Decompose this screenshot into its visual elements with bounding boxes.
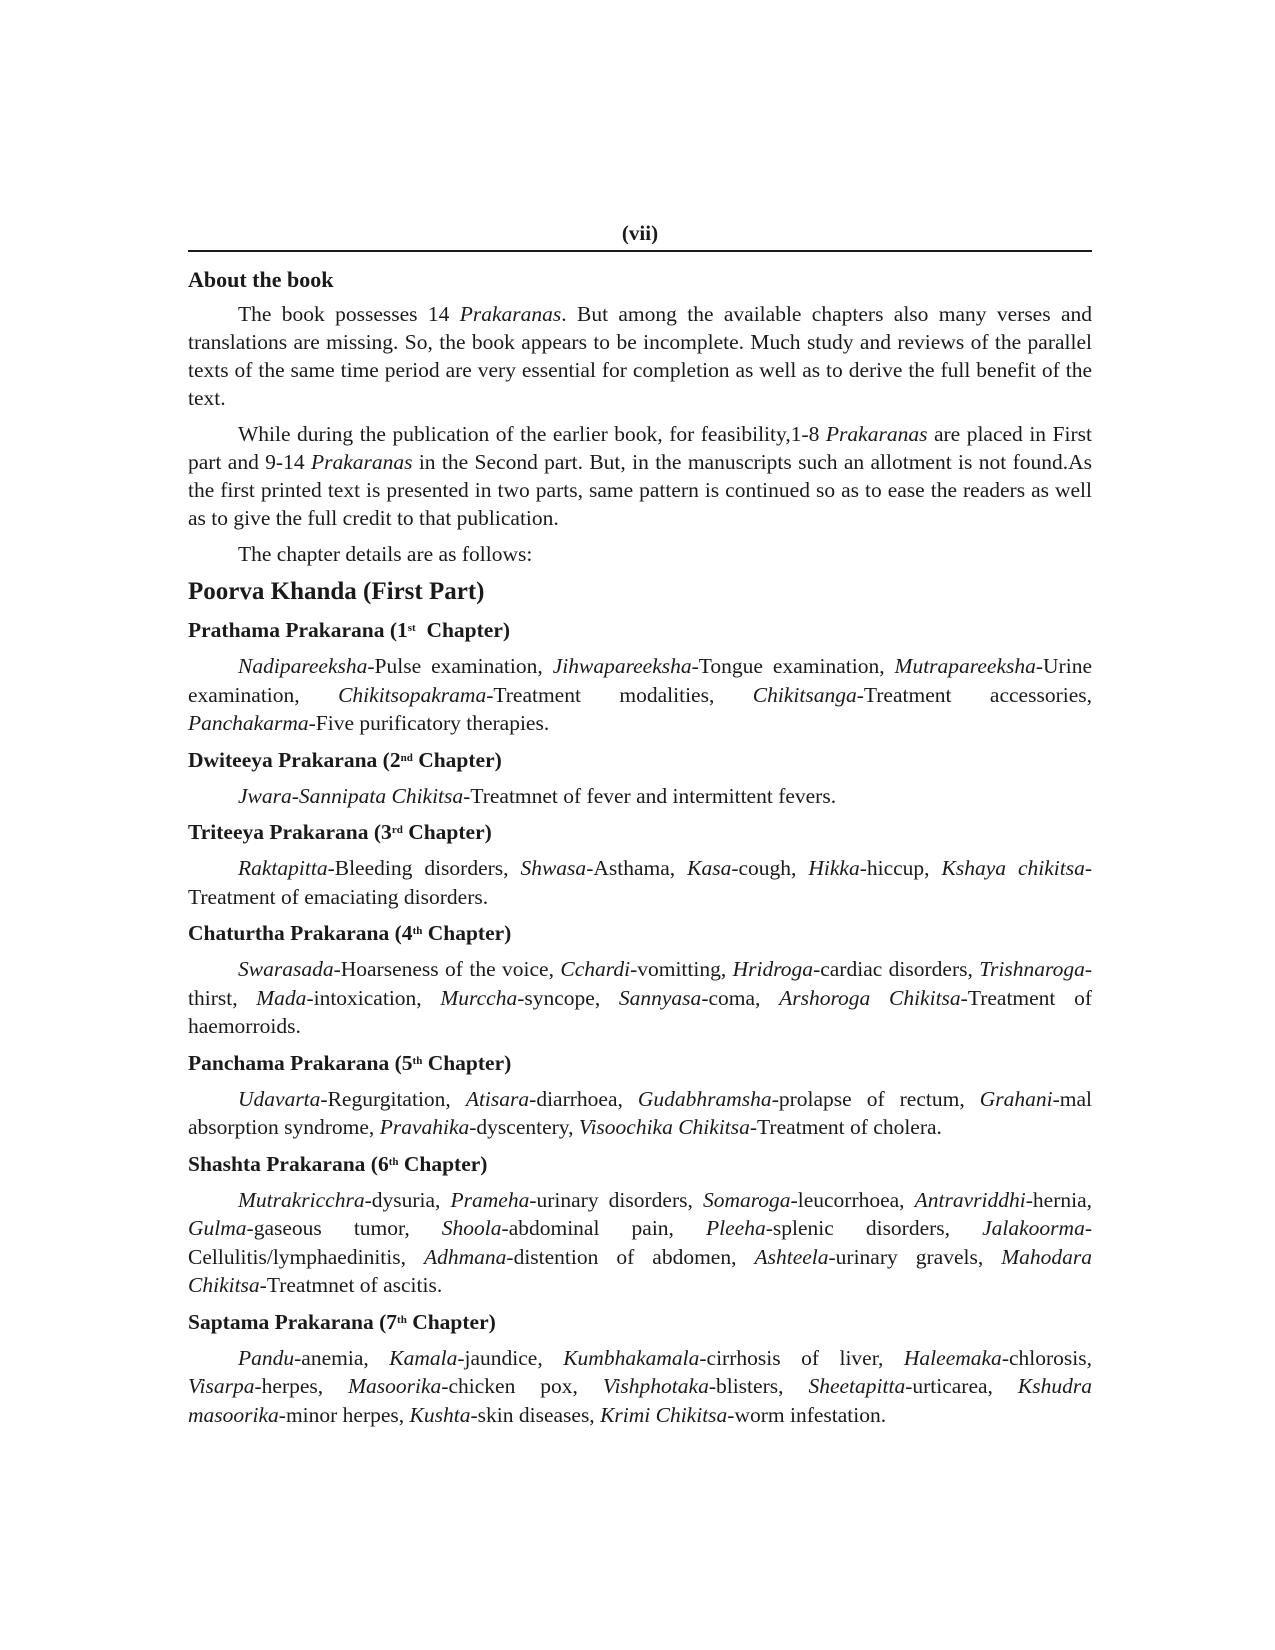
italic-term: Kumbhakamala xyxy=(563,1345,700,1370)
italic-term: Chikitsopakrama xyxy=(338,682,487,707)
text-run: -urticarea, xyxy=(905,1374,1018,1398)
italic-term: Masoorika xyxy=(348,1374,442,1398)
chapter-ordinal: rd xyxy=(391,824,403,836)
chapter-suffix: Chapter) xyxy=(402,820,492,844)
text-run: -urinary gravels, xyxy=(828,1244,1002,1269)
text-run: The chapter details are as follows: xyxy=(238,542,533,566)
italic-term: Atisara xyxy=(465,1086,530,1111)
italic-term: Antravriddhi xyxy=(914,1187,1026,1212)
italic-term: Swarasada xyxy=(238,957,334,981)
italic-term: Kamala xyxy=(389,1345,458,1370)
text-run: . But among the available chapters also many verses and translations are missing. So, the book appears to be incomplete. Much study and reviews of the parallel texts of the same time period are very essential for completion as well as to derive the full benefit of the text. xyxy=(188,302,1092,410)
chapter-title: Shashta Prakarana (6 xyxy=(188,1151,389,1176)
italic-term: Pandu xyxy=(238,1345,295,1370)
text-run: -anemia, xyxy=(294,1345,390,1370)
italic-term: Kushta xyxy=(409,1402,471,1427)
text-run: -jaundice, xyxy=(457,1345,564,1370)
about-paragraph xyxy=(188,540,1092,568)
text-run: -leucorrhoea, xyxy=(790,1187,915,1212)
book-page xyxy=(188,220,1092,1437)
text-run: -blisters, xyxy=(708,1374,809,1398)
text-run: -minor herpes, xyxy=(278,1402,410,1427)
italic-term: Krimi Chikitsa xyxy=(600,1402,728,1427)
chapter-title: Chaturtha Prakarana (4 xyxy=(188,921,413,945)
text-run: -distention of abdomen, xyxy=(506,1244,755,1269)
chapter-heading xyxy=(188,616,1092,644)
text-run: -Hoarseness of the voice, xyxy=(333,957,561,981)
text-run: -dysuria, xyxy=(364,1187,451,1212)
text-run: -herpes, xyxy=(254,1374,349,1398)
text-run: -Urine examination, xyxy=(188,654,1092,707)
text-run: -abdominal pain, xyxy=(501,1216,706,1240)
chapter-heading xyxy=(188,1308,1092,1336)
chapter-heading xyxy=(188,919,1092,947)
chapter-content xyxy=(188,1085,1092,1142)
text-run: -Tongue examination, xyxy=(691,654,895,678)
text-run: -cough, xyxy=(731,856,809,880)
chapter-suffix: Chapter) xyxy=(406,1309,496,1334)
italic-term: Sannyasa xyxy=(618,985,702,1010)
text-run: -Treatment of haemorroids. xyxy=(188,985,1093,1038)
text-run: -Treatment of cholera. xyxy=(749,1115,942,1139)
text-run: -Cellulitis/lymphaedinitis, xyxy=(188,1216,1092,1269)
text-run: -cirrhosis of liver, xyxy=(699,1345,904,1370)
italic-term: Ashteela xyxy=(754,1244,829,1269)
chapter-ordinal: th xyxy=(397,1313,407,1326)
text-run: -worm infestation. xyxy=(727,1402,887,1427)
text-run: -Treatment of emaciating disorders. xyxy=(188,856,1092,909)
chapter-heading xyxy=(188,1150,1092,1178)
italic-term: Prakaranas xyxy=(310,450,413,474)
italic-term: Gudabhramsha xyxy=(637,1086,772,1111)
text-run: -hernia, xyxy=(1025,1187,1093,1212)
page-number: (vii) xyxy=(621,221,659,245)
text-run: -cardiac disorders, xyxy=(813,957,980,981)
text-run: -mal absorption syndrome, xyxy=(188,1086,1092,1139)
chapter-suffix: Chapter) xyxy=(422,1050,512,1075)
italic-term: Prakaranas xyxy=(459,302,562,326)
italic-term: Trishnaroga xyxy=(979,957,1085,981)
chapter-suffix: Chapter) xyxy=(398,1151,488,1176)
text-run: -Treatment modalities, xyxy=(486,682,753,707)
italic-term: Prakaranas xyxy=(825,422,928,446)
chapter-ordinal: st xyxy=(407,622,416,634)
italic-term: Chikitsanga xyxy=(752,682,857,707)
chapter-content xyxy=(188,652,1092,738)
italic-term: Arshoroga Chikitsa xyxy=(779,985,961,1010)
chapter-ordinal: th xyxy=(412,1054,423,1067)
chapter-suffix: Chapter) xyxy=(415,618,511,642)
chapter-title: Panchama Prakarana (5 xyxy=(188,1050,413,1075)
chapter-heading xyxy=(188,818,1092,846)
text-run: -Pulse examination, xyxy=(367,654,553,678)
text-run: -hiccup, xyxy=(859,856,942,880)
about-heading: About the book xyxy=(188,267,334,292)
italic-term: Pravahika xyxy=(379,1115,470,1139)
chapter-title: Dwiteeya Prakarana (2 xyxy=(188,747,401,772)
chapter-ordinal: nd xyxy=(400,751,413,764)
text-run: -chicken pox, xyxy=(441,1374,603,1398)
text-run: While during the publication of the earlier book, for feasibility,1-8 xyxy=(238,422,826,446)
italic-term: Mutrakricchra xyxy=(238,1187,365,1212)
italic-term: Grahani xyxy=(979,1086,1053,1111)
text-run: -thirst, xyxy=(188,957,1093,1010)
text-run: -Bleeding disorders, xyxy=(327,856,521,880)
chapter-content xyxy=(188,1344,1092,1430)
about-paragraph xyxy=(188,420,1092,532)
chapter-title: Prathama Prakarana (1 xyxy=(188,618,408,642)
italic-term: Vishphotaka xyxy=(602,1374,709,1398)
text-run: are placed in First part and 9-14 xyxy=(188,422,1092,474)
text-run: -dyscentery, xyxy=(469,1115,579,1139)
text-run: -gaseous tumor, xyxy=(246,1216,442,1240)
italic-term: Gulma xyxy=(188,1216,247,1240)
chapter-ordinal: th xyxy=(388,1155,399,1168)
chapter-suffix: Chapter) xyxy=(422,921,512,945)
chapter-content xyxy=(188,782,1092,811)
italic-term: Visarpa xyxy=(188,1374,255,1398)
text-run: -coma, xyxy=(701,985,780,1010)
italic-term: Shoola xyxy=(441,1216,502,1240)
chapter-content xyxy=(188,955,1092,1041)
italic-term: Mutrapareeksha xyxy=(894,654,1036,678)
text-run: -Regurgitation, xyxy=(320,1086,466,1111)
chapter-content xyxy=(188,1186,1092,1300)
italic-term: Prameha xyxy=(450,1187,530,1212)
italic-term: Sheetapitta xyxy=(808,1374,906,1398)
text-run: in the Second part. But, in the manuscripts such an allotment is not found.As the first printed text is presented in two parts, same pattern is continued so as to ease the readers as well as to give the full credit to that publication. xyxy=(188,450,1092,530)
text-run: -intoxication, xyxy=(306,985,441,1010)
italic-term: Murccha xyxy=(440,985,518,1010)
chapter-ordinal: th xyxy=(412,925,423,937)
italic-term: Cchardi xyxy=(560,957,631,981)
italic-term: Jalakoorma xyxy=(982,1216,1085,1240)
italic-term: Udavarta xyxy=(238,1086,321,1111)
text-run: -Treatment accessories, xyxy=(856,682,1092,707)
text-run: -Asthama, xyxy=(586,856,688,880)
text-run: -prolapse of rectum, xyxy=(771,1086,980,1111)
chapter-suffix: Chapter) xyxy=(412,747,502,772)
about-paragraph xyxy=(188,300,1092,412)
chapter-title: Triteeya Prakarana (3 xyxy=(188,820,392,844)
italic-term: Visoochika Chikitsa xyxy=(578,1115,750,1139)
text-run: -vomitting, xyxy=(630,957,733,981)
text-run: -Treatmnet of ascitis. xyxy=(259,1273,443,1297)
text-run: -chlorosis, xyxy=(1001,1345,1092,1370)
italic-term: Jwara-Sannipata Chikitsa xyxy=(238,783,464,808)
text-run: -skin diseases, xyxy=(470,1402,601,1427)
italic-term: Jihwapareeksha xyxy=(552,654,692,678)
chapter-heading xyxy=(188,746,1092,774)
italic-term: Hikka xyxy=(808,856,860,880)
italic-term: Kshaya chikitsa xyxy=(941,856,1085,880)
text-run: -Treatmnet of fever and intermittent fevers. xyxy=(463,783,837,808)
italic-term: Haleemaka xyxy=(903,1345,1002,1370)
italic-term: Raktapitta xyxy=(238,856,328,880)
chapter-title: Saptama Prakarana (7 xyxy=(188,1309,398,1334)
italic-term: Mahodara Chikitsa xyxy=(188,1244,1092,1297)
part-heading: Poorva Khanda (First Part) xyxy=(188,578,485,605)
italic-term: Kshudra masoorika xyxy=(188,1374,1092,1427)
chapter-heading xyxy=(188,1049,1092,1077)
text-run: -urinary disorders, xyxy=(529,1187,703,1212)
chapter-content xyxy=(188,854,1092,911)
italic-term: Shwasa xyxy=(520,856,587,880)
italic-term: Mada xyxy=(256,985,307,1010)
italic-term: Adhmana xyxy=(423,1244,507,1269)
header-rule xyxy=(188,250,1092,252)
text-run: -splenic disorders, xyxy=(765,1216,983,1240)
text-run: -diarrhoea, xyxy=(529,1086,638,1111)
text-run: -Five purificatory therapies. xyxy=(308,711,550,735)
italic-term: Nadipareeksha xyxy=(238,654,368,678)
italic-term: Somaroga xyxy=(702,1187,791,1212)
italic-term: Pleeha xyxy=(706,1216,766,1240)
italic-term: Kasa xyxy=(687,856,732,880)
text-run: The book possesses 14 xyxy=(238,302,460,326)
italic-term: Panchakarma xyxy=(188,711,309,735)
italic-term: Hridroga xyxy=(732,957,814,981)
text-run: -syncope, xyxy=(517,985,619,1010)
